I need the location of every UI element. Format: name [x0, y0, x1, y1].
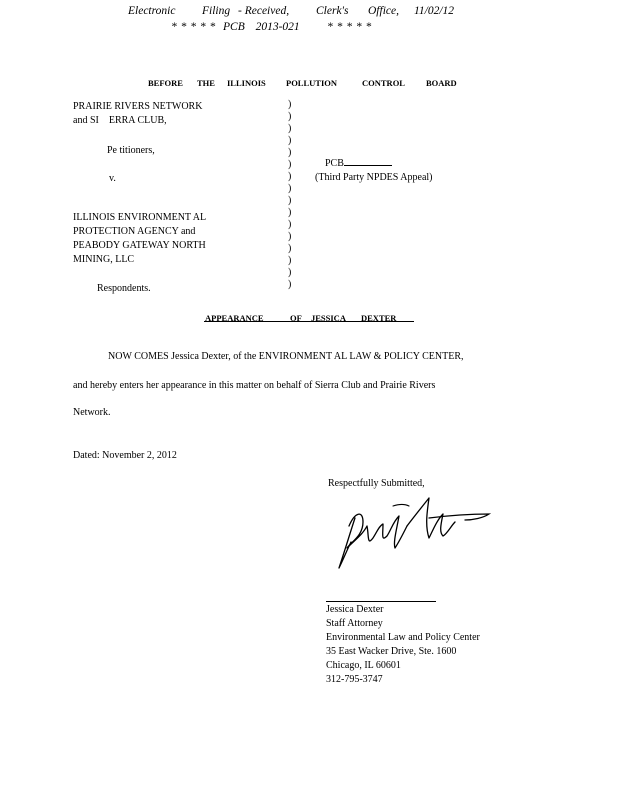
appearance-underline	[204, 321, 414, 322]
signature-line	[326, 601, 436, 602]
paren: )	[288, 231, 292, 242]
paren: )	[288, 159, 292, 170]
pcb-label-text: PCB	[325, 158, 344, 169]
body-line-2: and hereby enters her appearance in this matter on behalf of Sierra Club and Prairie Rivers	[73, 380, 436, 391]
paren: )	[288, 171, 292, 182]
stamp-stars-right: * * * * *	[327, 21, 372, 33]
appearance-word: OF	[290, 313, 302, 323]
caption-divider	[288, 99, 298, 291]
paren: )	[288, 135, 292, 146]
versus: v.	[109, 173, 116, 184]
handwritten-signature	[333, 490, 503, 585]
paren: )	[288, 207, 292, 218]
dated-line: Dated: November 2, 2012	[73, 450, 177, 461]
respondent-line-1: ILLINOIS ENVIRONMENT AL	[73, 212, 207, 223]
title-word: CONTROL	[362, 78, 405, 88]
paren: )	[288, 267, 292, 278]
stamp-date: 11/02/12	[414, 5, 455, 17]
paren: )	[288, 255, 292, 266]
stamp-filing: Filing	[202, 5, 231, 17]
respondent-line-3: PEABODY GATEWAY NORTH	[73, 240, 206, 251]
pcb-label	[325, 157, 392, 171]
paren: )	[288, 147, 292, 158]
appearance-word: JESSICA	[311, 313, 346, 323]
respondent-line-4: MINING, LLC	[73, 254, 135, 265]
paren: )	[288, 219, 292, 230]
paren: )	[288, 279, 292, 290]
signer-organization: Environmental Law and Policy Center	[326, 632, 480, 643]
petitioners-label: Pe titioners,	[107, 145, 155, 156]
respondents-label: Respondents.	[97, 283, 151, 294]
petitioner-line-1: PRAIRIE RIVERS NETWORK	[73, 101, 203, 112]
signer-title: Staff Attorney	[326, 618, 383, 629]
stamp-pcb-number: PCB 2013-021	[223, 21, 300, 33]
paren: )	[288, 243, 292, 254]
closing: Respectfully Submitted,	[328, 478, 425, 489]
paren: )	[288, 99, 292, 110]
stamp-office: Office,	[368, 5, 399, 17]
stamp-received: - Received,	[238, 5, 290, 17]
stamp-clerks: Clerk's	[316, 5, 349, 17]
title-word: BEFORE	[148, 78, 183, 88]
title-word: ILLINOIS	[227, 78, 266, 88]
paren: )	[288, 123, 292, 134]
body-line-1: NOW COMES Jessica Dexter, of the ENVIRONMENT AL LAW & POLICY CENTER,	[108, 351, 464, 362]
paren: )	[288, 111, 292, 122]
signer-city: Chicago, IL 60601	[326, 660, 401, 671]
paren: )	[288, 195, 292, 206]
pcb-number-blank	[344, 157, 392, 166]
title-word: BOARD	[426, 78, 457, 88]
title-word: POLLUTION	[286, 78, 338, 88]
respondent-line-2: PROTECTION AGENCY and	[73, 226, 196, 237]
signer-name: Jessica Dexter	[326, 604, 384, 615]
petitioner-line-2: and SI ERRA CLUB,	[73, 115, 167, 126]
title-word: THE	[197, 78, 215, 88]
body-line-3: Network.	[73, 407, 111, 418]
paren: )	[288, 183, 292, 194]
stamp-electronic: Electronic	[128, 5, 176, 17]
appearance-word: DEXTER	[361, 313, 397, 323]
signer-address: 35 East Wacker Drive, Ste. 1600	[326, 646, 457, 657]
signature-block	[326, 603, 480, 687]
signer-phone: 312-795-3747	[326, 674, 383, 685]
stamp-stars-left: * * * * *	[171, 21, 216, 33]
appearance-word: APPEARANCE	[205, 313, 264, 323]
appeal-type: (Third Party NPDES Appeal)	[315, 172, 433, 183]
